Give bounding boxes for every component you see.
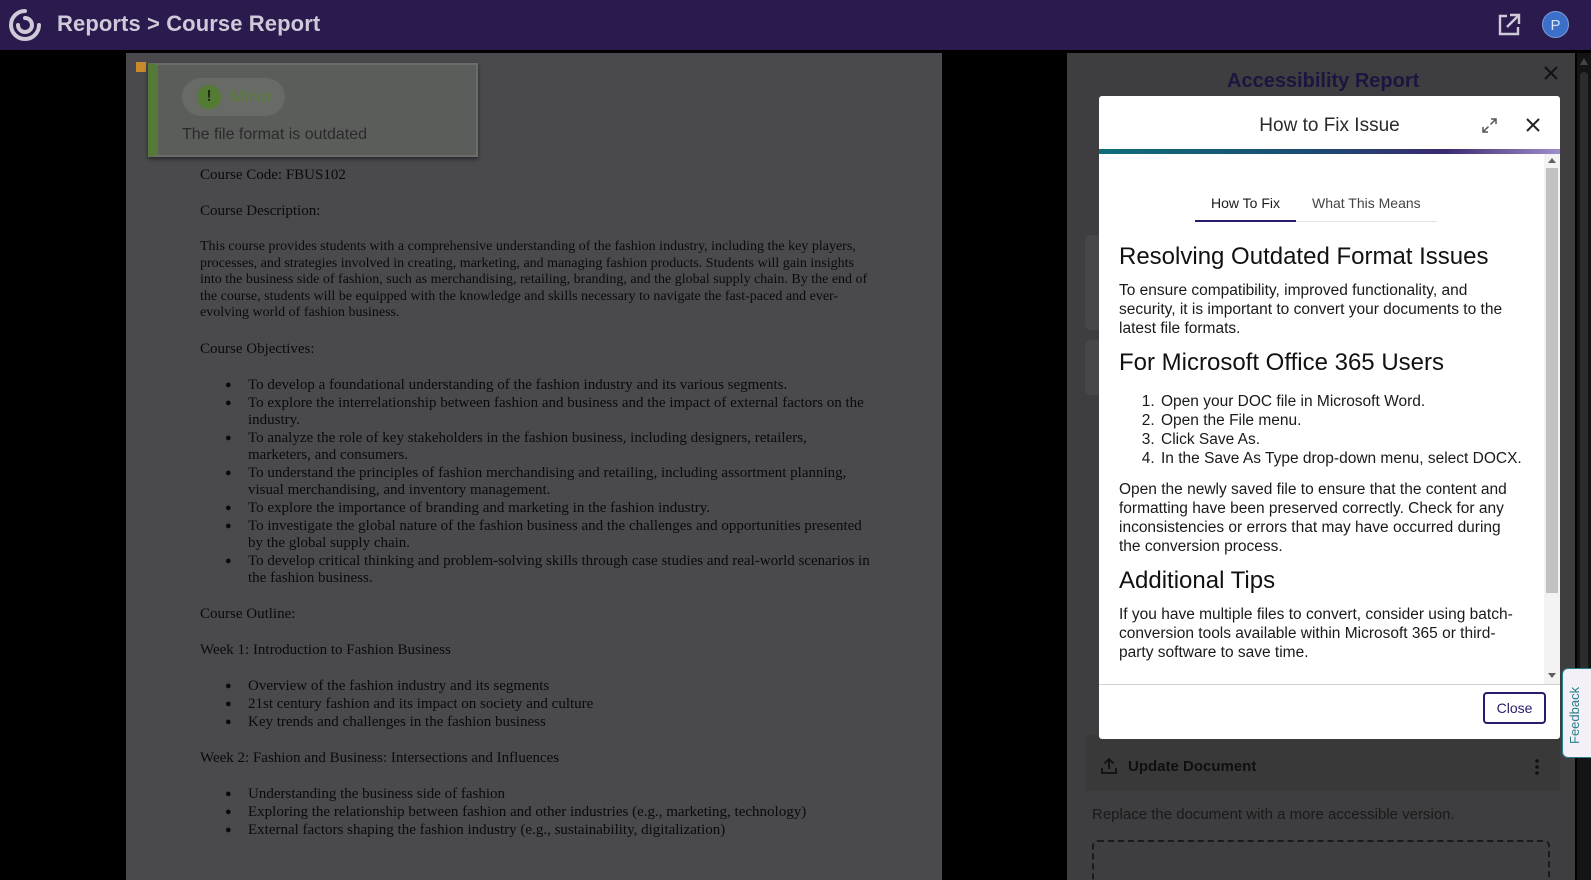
issue-marker[interactable] bbox=[136, 62, 146, 72]
how-to-fix-modal bbox=[1099, 96, 1560, 739]
panel-title: Accessibility Report bbox=[1227, 70, 1420, 92]
description-text: This course provides students with a comprehensive understanding of the fashion industry, including the key players, processes, and strategies involved in creating, marketing, and managing fashion products. Students will gain insights into the business side of fashion, such as merchandising, retailing, branding, and the global supply chain. By the end of the course, students will be equipped with the knowledge and skills necessary to navigate the fast-paced and ever-evolving world of fashion business. bbox=[200, 239, 868, 320]
document-content bbox=[200, 167, 870, 858]
list-item: ● To investigate the global nature of the fashion business and the challenges and opportunities presented by the global supply chain. bbox=[200, 518, 870, 552]
scroll-up-arrow-icon[interactable] bbox=[1580, 58, 1588, 65]
expand-icon[interactable] bbox=[1481, 117, 1498, 134]
list-item: ● 21st century fashion and its impact on society and culture bbox=[200, 696, 870, 713]
more-options-icon[interactable] bbox=[1534, 758, 1540, 776]
list-item: ● Understanding the business side of fashion bbox=[200, 786, 870, 803]
modal-scrollbar-thumb[interactable] bbox=[1546, 168, 1558, 593]
upload-icon bbox=[1100, 757, 1118, 775]
list-item: ● To explore the interrelationship between fashion and business and the impact of external factors on the industry. bbox=[200, 395, 870, 429]
modal-tabs bbox=[1195, 192, 1437, 222]
list-item: ● To explore the importance of branding and marketing in the fashion industry. bbox=[200, 500, 870, 517]
tab-what-this-means[interactable]: What This Means bbox=[1311, 195, 1421, 211]
issue-card[interactable] bbox=[148, 63, 478, 157]
severity-badge bbox=[182, 78, 285, 116]
page-scrollbar-thumb[interactable] bbox=[1580, 72, 1588, 692]
heading-additional-tips: Additional Tips bbox=[1119, 567, 1276, 594]
description-heading: Course Description: bbox=[200, 203, 321, 219]
list-item: 1. Open your DOC file in Microsoft Word. bbox=[1159, 392, 1525, 411]
exclamation-icon: ! bbox=[197, 85, 221, 109]
course-code: Course Code: FBUS102 bbox=[200, 167, 346, 183]
modal-title: How to Fix Issue bbox=[1259, 115, 1400, 136]
week2-heading: Week 2: Fashion and Business: Intersections and Influences bbox=[200, 749, 560, 766]
list-item: ● Key trends and challenges in the fashion business bbox=[200, 714, 870, 731]
document-page bbox=[126, 53, 942, 880]
fix-instructions bbox=[1119, 242, 1525, 668]
modal-scrollbar[interactable] bbox=[1544, 154, 1560, 684]
breadcrumb[interactable]: Reports > Course Report bbox=[57, 11, 321, 36]
outline-heading: Course Outline: bbox=[200, 605, 296, 622]
close-icon[interactable] bbox=[1543, 65, 1559, 81]
scroll-up-arrow-icon[interactable] bbox=[1548, 158, 1556, 163]
list-item: ● To develop a foundational understanding of the fashion industry and its various segments. bbox=[200, 377, 870, 394]
close-button[interactable]: Close bbox=[1483, 692, 1546, 724]
swirl-logo-icon[interactable] bbox=[7, 8, 43, 42]
list-item: ● To analyze the role of key stakeholders in the fashion business, including designers, retailers, marketers, and consumers. bbox=[200, 430, 870, 464]
issue-message: The file format is outdated bbox=[182, 126, 367, 143]
upload-dropzone[interactable] bbox=[1092, 840, 1550, 880]
list-item: ● Exploring the relationship between fashion and other industries (e.g., marketing, technology) bbox=[200, 804, 870, 821]
close-icon[interactable] bbox=[1525, 117, 1541, 133]
week1-list bbox=[200, 678, 870, 731]
replace-description: Replace the document with a more accessible version. bbox=[1092, 806, 1455, 823]
heading-office365: For Microsoft Office 365 Users bbox=[1119, 349, 1444, 376]
list-item: ● To develop critical thinking and problem-solving skills through case studies and real-world scenarios in the fashion business. bbox=[200, 553, 870, 587]
week2-list bbox=[200, 786, 870, 839]
verify-paragraph: Open the newly saved file to ensure that the content and formatting have been preserved correctly. Check for any inconsistencies or errors that may have occurred during the conversion process. bbox=[1119, 481, 1507, 555]
steps-list bbox=[1159, 392, 1525, 468]
week1-heading: Week 1: Introduction to Fashion Business bbox=[200, 641, 451, 658]
list-item: ● Overview of the fashion industry and its segments bbox=[200, 678, 870, 695]
footer-divider bbox=[1099, 684, 1560, 685]
list-item: 3. Click Save As. bbox=[1159, 430, 1525, 449]
external-link-icon[interactable] bbox=[1496, 12, 1522, 38]
list-item: ● To understand the principles of fashion merchandising and retailing, including assortment planning, visual merchandising, and inventory management. bbox=[200, 465, 870, 499]
feedback-label: Feedback bbox=[1567, 686, 1582, 744]
modal-body bbox=[1099, 154, 1543, 684]
objectives-list bbox=[200, 377, 870, 587]
list-item: ● External factors shaping the fashion industry (e.g., sustainability, digitalization) bbox=[200, 822, 870, 839]
severity-label: Minor bbox=[230, 87, 273, 106]
list-item: 4. In the Save As Type drop-down menu, select DOCX. bbox=[1159, 449, 1525, 468]
objectives-heading: Course Objectives: bbox=[200, 340, 315, 357]
intro-paragraph: To ensure compatibility, improved functionality, and security, it is important to convert your documents to the latest file formats. bbox=[1119, 282, 1503, 337]
update-document-label: Update Document bbox=[1128, 758, 1257, 775]
tab-how-to-fix[interactable]: How To Fix bbox=[1195, 192, 1296, 222]
avatar[interactable]: P bbox=[1542, 11, 1569, 38]
top-bar bbox=[0, 0, 1591, 50]
list-item: 2. Open the File menu. bbox=[1159, 411, 1525, 430]
tips-paragraph: If you have multiple files to convert, consider using batch-conversion tools available within Microsoft 365 or third-party software to save time. bbox=[1119, 606, 1513, 661]
scroll-down-arrow-icon[interactable] bbox=[1548, 673, 1556, 678]
heading-resolving: Resolving Outdated Format Issues bbox=[1119, 243, 1489, 270]
